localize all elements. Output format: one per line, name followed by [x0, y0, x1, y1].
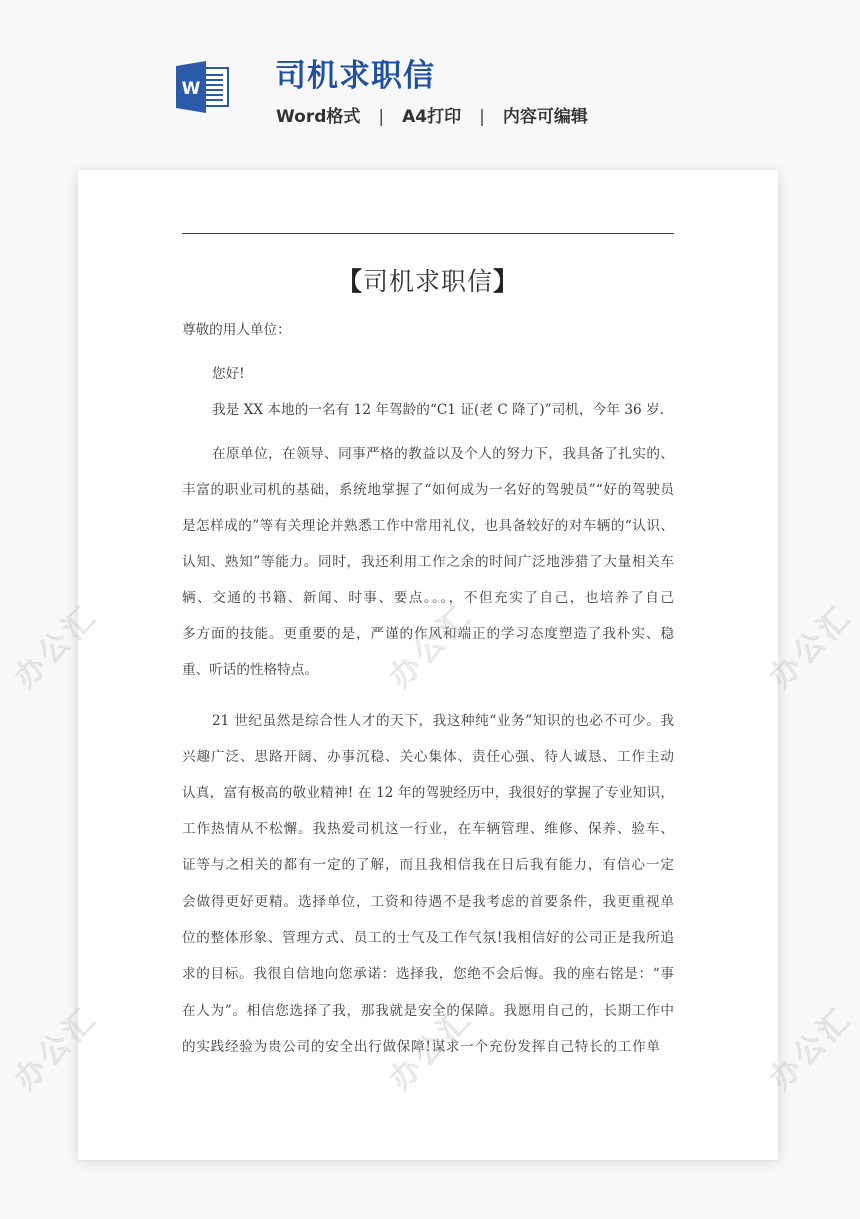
salutation: 尊敬的用人单位：	[182, 322, 291, 338]
greeting: 您好!	[212, 366, 245, 382]
title-right-bracket: 】	[493, 267, 520, 296]
watermark: 办公汇	[7, 598, 105, 696]
tag-word-format: Word格式	[276, 107, 361, 127]
header-rule-divider	[182, 233, 674, 234]
body-line: 多方面的技能。更重要的是，严谨的作风和端正的学习态度塑造了我朴实、稳	[182, 626, 674, 642]
header-feature-tags	[276, 102, 588, 127]
watermark: 办公汇	[762, 1000, 860, 1098]
body-line: 求的目标。我很自信地向您承诺：选择我，您绝不会后悔。我的座右铭是：“事	[182, 966, 674, 982]
tag-a4-print: A4打印	[402, 107, 462, 127]
body-line: 在人为”。相信您选择了我，那我就是安全的保障。我愿用自己的，长期工作中	[182, 1003, 674, 1019]
body-line: 认知、熟知”等能力。同时，我还利用工作之余的时间广泛地涉猎了大量相关车	[182, 554, 674, 570]
title-text: 司机求职信	[362, 267, 493, 296]
body-line: 会做得更好更精。选择单位，工资和待遇不是我考虑的首要条件，我更重视单	[182, 894, 674, 910]
header-banner	[0, 0, 860, 160]
document-page	[78, 170, 778, 1160]
body-line: 丰富的职业司机的基础，系统地掌握了“如何成为一名好的驾驶员”“好的驾驶员	[182, 482, 674, 498]
body-line: 工作热情从不松懈。我热爱司机这一行业，在车辆管理、维修、保养、验车、	[182, 821, 674, 837]
svg-text:W: W	[181, 79, 201, 99]
watermark: 办公汇	[762, 598, 860, 696]
body-line: 的实践经验为贵公司的安全出行做保障!谋求一个充份发挥自己特长的工作单	[182, 1039, 660, 1055]
intro-line: 我是 XX 本地的一名有 12 年驾龄的“C1 证(老 C 降了)”司机，今年 36 岁.	[212, 402, 664, 418]
tag-separator: |	[378, 107, 385, 127]
tag-editable: 内容可编辑	[502, 107, 588, 127]
body-line: 证等与之相关的都有一定的了解，而且我相信我在日后我有能力，有信心一定	[182, 857, 674, 873]
tag-separator: |	[479, 107, 485, 127]
body-line: 重、听话的性格特点。	[182, 662, 318, 678]
body-line: 认真，富有极高的敬业精神! 在 12 年的驾驶经历中，我很好的掌握了专业知识，	[182, 785, 674, 801]
watermark: 办公汇	[7, 1000, 105, 1098]
body-line: 21 世纪虽然是综合性人才的天下，我这种纯“业务”知识的也必不可少。我	[212, 713, 674, 729]
body-line: 在原单位，在领导、同事严格的教益以及个人的努力下，我具备了扎实的、	[212, 446, 674, 462]
word-document-icon	[175, 60, 229, 114]
body-line: 位的整体形象、管理方式、员工的士气及工作气氛!我相信好的公司正是我所追	[182, 930, 674, 946]
title-left-bracket: 【	[336, 267, 363, 296]
header-title: 司机求职信	[275, 58, 435, 94]
body-line: 辆、交通的书籍、新闻、时事、要点。。。，不但充实了自己，也培养了自己	[182, 590, 674, 606]
body-line: 兴趣广泛、思路开阔、办事沉稳、关心集体、责任心强、待人诚恳、工作主动	[182, 749, 674, 765]
document-title	[78, 262, 778, 298]
body-line: 是怎样成的”等有关理论并熟悉工作中常用礼仪，也具备较好的对车辆的“认识、	[182, 518, 674, 534]
